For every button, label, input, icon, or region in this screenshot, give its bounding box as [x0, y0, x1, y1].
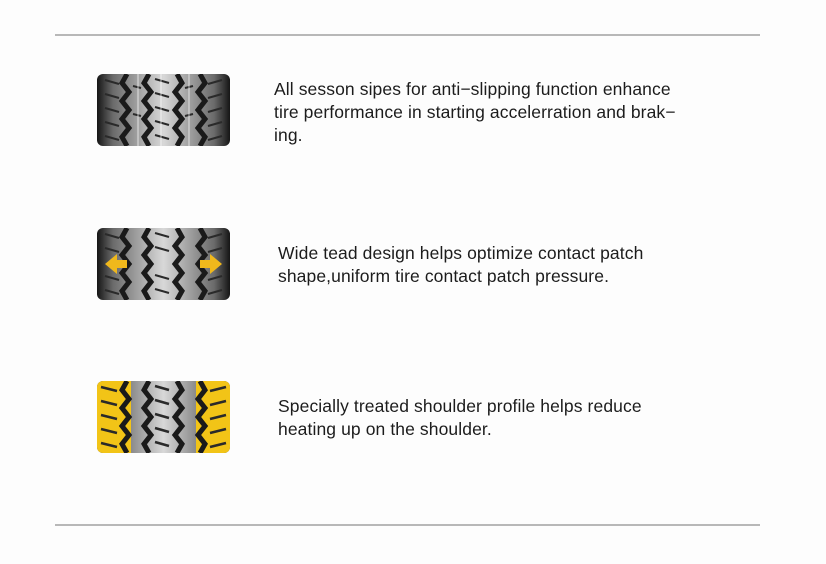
feature-shoulder-text: Specially treated shoulder profile helps reduce heating up on the shoulder. — [278, 396, 642, 439]
bottom-divider — [55, 524, 760, 526]
feature-sipes-text: All sesson sipes for anti−slipping function enhance tire performance in starting accelerration and brak− ing. — [274, 79, 676, 145]
tread-sipes-icon — [97, 74, 230, 146]
feature-wide-tread-text: Wide tead design helps optimize contact patch shape,uniform tire contact patch pressure. — [278, 243, 644, 286]
tread-wide-arrows-icon — [97, 228, 230, 300]
tread-shoulder-highlight-icon — [97, 381, 230, 453]
top-divider — [55, 34, 760, 36]
